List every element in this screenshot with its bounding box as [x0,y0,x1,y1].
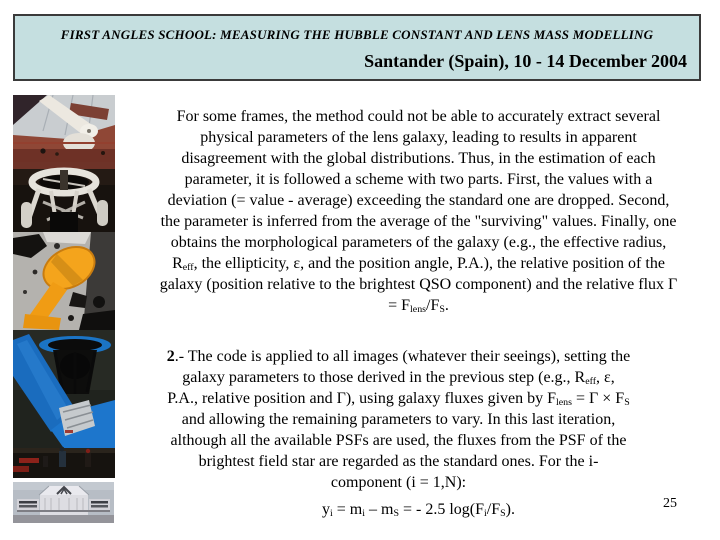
text-line: parameter, it is followed a scheme with two parts. First, the values with a [184,171,653,188]
text-line: physical parameters of the lens galaxy, leading to results in apparent [200,129,637,146]
text-line: component (i = 1,N): [330,474,467,491]
photo-white-truss-telescope [13,162,115,232]
text-line: the parameter is inferred from the average of the "surviving" values. Finally, one [160,213,677,230]
slide-subtitle: Santander (Spain), 10 - 14 December 2004 [364,51,687,71]
slide-title: FIRST ANGLES SCHOOL: MEASURING THE HUBBLE CONSTANT AND LENS MASS MODELLING [60,27,654,42]
slide-body [121,106,716,520]
photo-blue-telescope [13,330,115,478]
orange-telescope-illustration [13,232,115,330]
photometry-formula: $y_i = m_i - m_S$ = - 2.5 $\log(F_i/F_S)$. [322,501,515,520]
text-line: For some frames, the method could not be able to accurately extract several [176,108,661,125]
text-line: and allowing the remaining parameters to vary. In this last iteration, [181,411,616,428]
paragraph-2 [121,346,716,493]
text-line: brightest field star are regarded as the standard ones. For the i- [198,453,599,470]
photo-orange-telescope-mount [13,232,115,330]
text-line: obtains the morphological parameters of the galaxy (e.g., the effective radius, [170,234,667,251]
page-number: 25 [663,496,677,511]
telescope-dome-illustration [13,95,115,162]
photo-observatory-building [13,482,114,523]
text-line: P.A., relative position and Γ), using galaxy fluxes given by $F_{lens} = \Gamma \times F_S$ [167,390,630,409]
observatory-building-illustration [13,482,114,523]
text-line: galaxy (position relative to the brightest QSO component) and the relative flux Γ [159,276,678,293]
text-line: $R_{eff}$, the ellipticity, ε, and the position angle, P.A.), the relative position of the [172,255,665,274]
truss-telescope-illustration [13,162,115,232]
blue-telescope-illustration [13,330,115,478]
text-line: 2.- The code is applied to all images (whatever their seeings), setting the [166,348,631,365]
text-line: = $F_{lens}/F_S$. [388,297,449,316]
text-line: although all the available PSFs are used, the fluxes from the PSF of the [170,432,627,449]
header-box [13,14,701,81]
text-line: galaxy parameters to those derived in the previous step (e.g., $R_{eff}$, ε, [182,369,615,388]
paragraph-1 [121,106,716,316]
text-line: deviation (= value - average) exceeding the standard one are dropped. Second, [167,192,670,209]
photo-white-telescope-in-dome [13,95,115,162]
text-line: disagreement with the global distributions. Thus, in the estimation of each [181,150,656,167]
